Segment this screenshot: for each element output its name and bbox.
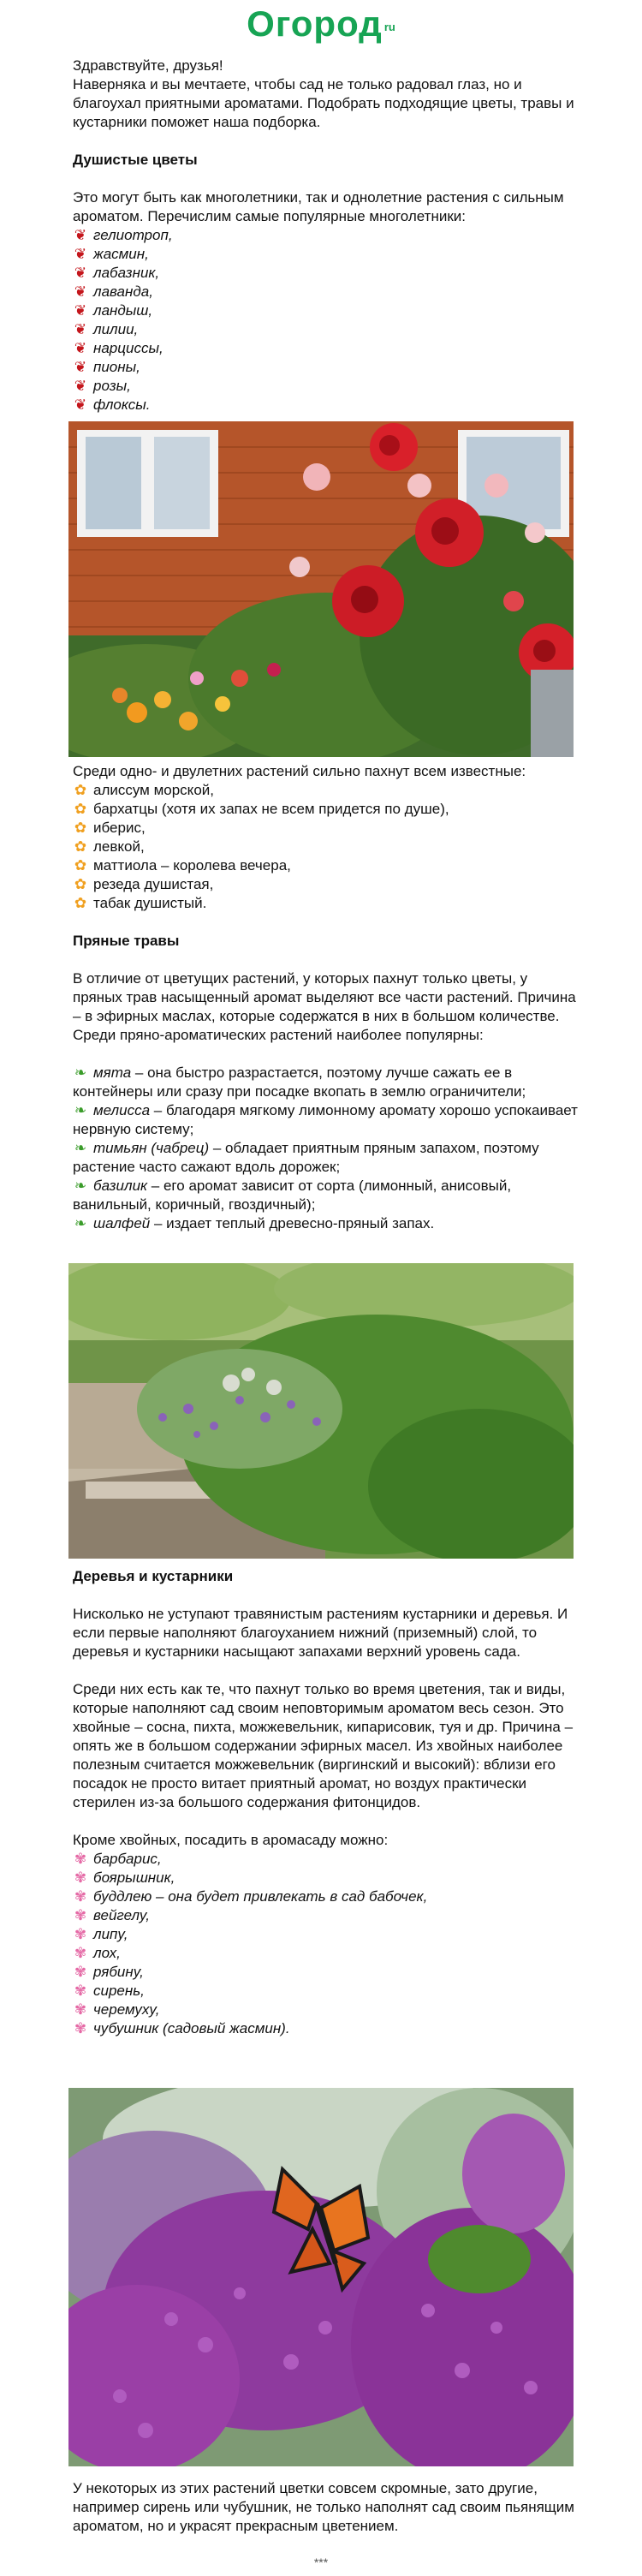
yellow-flower-icon: ✿ — [74, 895, 87, 911]
section-fragrant-flowers — [73, 151, 578, 414]
shrubs-list — [73, 1850, 578, 2038]
list-item — [73, 2001, 578, 2019]
list-item — [73, 1906, 578, 1925]
list-item-label: лилии, — [93, 321, 139, 337]
yellow-flower-icon: ✿ — [74, 838, 87, 855]
herb-name: мята — [93, 1064, 132, 1081]
list-item-label: гелиотроп, — [93, 227, 173, 243]
red-rose-icon: ❦ — [74, 340, 87, 356]
list-item-label: лаванда, — [93, 283, 153, 300]
herb-description: – обладает приятным пряным запахом, поэтому растение часто сажают вдоль дорожек; — [73, 1140, 539, 1175]
list-item — [73, 781, 578, 800]
pink-blossom-icon: ✾ — [74, 1888, 87, 1905]
list-item — [73, 301, 578, 320]
site-logo[interactable] — [0, 0, 642, 51]
herb-garden-image — [68, 1263, 574, 1559]
list-item — [73, 856, 578, 875]
pink-blossom-icon: ✾ — [74, 2001, 87, 2018]
herb-name: мелисса — [93, 1102, 151, 1118]
list-item-label: иберис, — [93, 820, 146, 836]
herbs-list — [73, 1064, 578, 1233]
list-item-label: нарциссы, — [93, 340, 163, 356]
pink-blossom-icon: ✾ — [74, 1926, 87, 1942]
red-rose-icon: ❦ — [74, 302, 87, 319]
herb-description: – она быстро разрастается, поэтому лучше сажать ее в контейнеры или сразу при посадке вкопать в землю ограничители; — [73, 1064, 526, 1100]
list-item-label: табак душистый. — [93, 895, 207, 911]
list-item — [73, 358, 578, 377]
herb-name: тимьян (чабрец) — [93, 1140, 210, 1156]
list-item — [73, 1214, 578, 1233]
list-item-label: буддлею – она будет привлекать в сад бабочек, — [93, 1888, 428, 1905]
list-item-label: левкой, — [93, 838, 145, 855]
red-rose-icon: ❦ — [74, 246, 87, 262]
perennials-list — [73, 226, 578, 414]
herb-name: шалфей — [93, 1215, 151, 1231]
section-annuals — [73, 762, 578, 913]
logo-tld: ru — [383, 20, 395, 33]
list-item-label: маттиола – королева вечера, — [93, 857, 291, 874]
pink-blossom-icon: ✾ — [74, 1983, 87, 1999]
pink-blossom-icon: ✾ — [74, 1851, 87, 1867]
list-item — [73, 1963, 578, 1982]
list-item-label: розы, — [93, 378, 131, 394]
list-item — [73, 339, 578, 358]
logo-text: Огород — [247, 3, 383, 44]
list-item-label: рябину, — [93, 1964, 144, 1980]
section-text: Это могут быть как многолетники, так и однолетние растения с сильным ароматом. Перечислим самые популярные многолетники: — [73, 189, 564, 224]
list-item — [73, 396, 578, 414]
section-trees-shrubs — [73, 1567, 578, 2038]
list-item — [73, 838, 578, 856]
list-item-label: барбарис, — [93, 1851, 162, 1867]
section-spicy-herbs — [73, 932, 578, 1233]
list-item — [73, 245, 578, 264]
list-item — [73, 894, 578, 913]
list-item — [73, 226, 578, 245]
list-item — [73, 1850, 578, 1869]
list-item — [73, 1064, 578, 1101]
list-item — [73, 1139, 578, 1177]
list-item-label: лох, — [93, 1945, 121, 1961]
list-item-label: ландыш, — [93, 302, 153, 319]
roses-photo-image — [68, 421, 574, 757]
herb-description: – его аромат зависит от сорта (лимонный, анисовый, ванильный, коричный, гвоздичный); — [73, 1178, 512, 1213]
annuals-text: Среди одно- и двулетних растений сильно пахнут всем известные: — [73, 763, 526, 779]
red-rose-icon: ❦ — [74, 283, 87, 300]
list-item-label: вейгелу, — [93, 1907, 150, 1923]
list-item-label: сирень, — [93, 1983, 145, 1999]
list-item — [73, 377, 578, 396]
list-item — [73, 1925, 578, 1944]
footer-separator: *** — [313, 2555, 329, 2569]
section-text: В отличие от цветущих растений, у которых пахнут только цветы, у пряных трав насыщенный аромат выделяют все части растений. Причина – в эфирных маслах, которые содержатся в них в большом количестве. Среди пряно-ароматических растений наиболее популярны: — [73, 970, 576, 1043]
red-rose-icon: ❦ — [74, 378, 87, 394]
lilac-butterfly-image — [68, 2088, 574, 2466]
list-item — [73, 1869, 578, 1887]
pink-blossom-icon: ✾ — [74, 1869, 87, 1886]
list-item-label: лабазник, — [93, 265, 160, 281]
pink-blossom-icon: ✾ — [74, 1907, 87, 1923]
list-item — [73, 264, 578, 283]
herb-name: базилик — [93, 1178, 148, 1194]
list-item-label: боярышник, — [93, 1869, 175, 1886]
section-text: Кроме хвойных, посадить в аромасаду можно: — [73, 1832, 389, 1848]
list-item — [73, 320, 578, 339]
yellow-flower-icon: ✿ — [74, 801, 87, 817]
list-item — [73, 283, 578, 301]
annuals-list — [73, 781, 578, 913]
list-item — [73, 800, 578, 819]
yellow-flower-icon: ✿ — [74, 857, 87, 874]
red-rose-icon: ❦ — [74, 227, 87, 243]
list-item — [73, 819, 578, 838]
outro-text: У некоторых из этих растений цветки совсем скромные, зато другие, например сирень или чубушник, не только наполнят сад своим пьянящим ароматом, но и украсят прекрасным цветением. — [73, 2480, 574, 2534]
pink-blossom-icon: ✾ — [74, 1964, 87, 1980]
herb-icon: ❧ — [74, 1140, 87, 1156]
list-item — [73, 2019, 578, 2038]
list-item-label: флоксы. — [93, 397, 151, 413]
intro — [73, 57, 578, 132]
list-item-label: чубушник (садовый жасмин). — [93, 2020, 290, 2036]
list-item-label: черемуху, — [93, 2001, 160, 2018]
herb-icon: ❧ — [74, 1178, 87, 1194]
red-rose-icon: ❦ — [74, 265, 87, 281]
herb-description: – благодаря мягкому лимонному аромату хорошо успокаивает нервную систему; — [73, 1102, 578, 1137]
yellow-flower-icon: ✿ — [74, 782, 87, 798]
roses-photo — [68, 421, 574, 757]
section-text: Нисколько не уступают травянистым растениям кустарники и деревья. И если первые наполняют благоуханием нижний (приземный) слой, то деревья и кустарники насыщают запахами верхний уровень сада. — [73, 1606, 568, 1660]
yellow-flower-icon: ✿ — [74, 876, 87, 892]
outro — [73, 2479, 578, 2536]
list-item-label: жасмин, — [93, 246, 149, 262]
pink-blossom-icon: ✾ — [74, 1945, 87, 1961]
red-rose-icon: ❦ — [74, 321, 87, 337]
list-item-label: бархатцы (хотя их запах не всем придется по душе), — [93, 801, 449, 817]
lilac-butterfly-photo — [68, 2088, 574, 2466]
list-item — [73, 875, 578, 894]
list-item — [73, 1101, 578, 1139]
herb-description: – издает теплый древесно-пряный запах. — [150, 1215, 435, 1231]
section-title: Пряные травы — [73, 933, 180, 949]
list-item-label: резеда душистая, — [93, 876, 214, 892]
list-item — [73, 1944, 578, 1963]
herb-icon: ❧ — [74, 1102, 87, 1118]
herb-icon: ❧ — [74, 1064, 87, 1081]
red-rose-icon: ❦ — [74, 397, 87, 413]
list-item-label: пионы, — [93, 359, 140, 375]
list-item — [73, 1177, 578, 1214]
pink-blossom-icon: ✾ — [74, 2020, 87, 2036]
greeting: Здравствуйте, друзья! — [73, 57, 223, 74]
intro-text: Наверняка и вы мечтаете, чтобы сад не только радовал глаз, но и благоухал приятными ароматами. Подобрать подходящие цветы, травы и кустарники поможет наша подборка. — [73, 76, 574, 130]
list-item — [73, 1982, 578, 2001]
yellow-flower-icon: ✿ — [74, 820, 87, 836]
section-title: Деревья и кустарники — [73, 1568, 234, 1584]
list-item-label: липу, — [93, 1926, 128, 1942]
section-text: Среди них есть как те, что пахнут только во время цветения, так и виды, которые наполняют сад своим неповторимым ароматом весь сезон. Это хвойные – сосна, пихта, можжевельник, кипарисовик, туя и др. Причина – опять же в большом содержании эфирных масел. Из хвойных наиболее полезным считается можжевельник (виргинский и высокий): вблизи его посадок не просто витает приятный аромат, но воздух практически стерилен из-за большого содержания фитонцидов. — [73, 1681, 574, 1810]
section-title: Душистые цветы — [73, 152, 198, 168]
herb-garden-photo — [68, 1263, 574, 1559]
list-item — [73, 1887, 578, 1906]
red-rose-icon: ❦ — [74, 359, 87, 375]
list-item-label: алиссум морской, — [93, 782, 214, 798]
herb-icon: ❧ — [74, 1215, 87, 1231]
